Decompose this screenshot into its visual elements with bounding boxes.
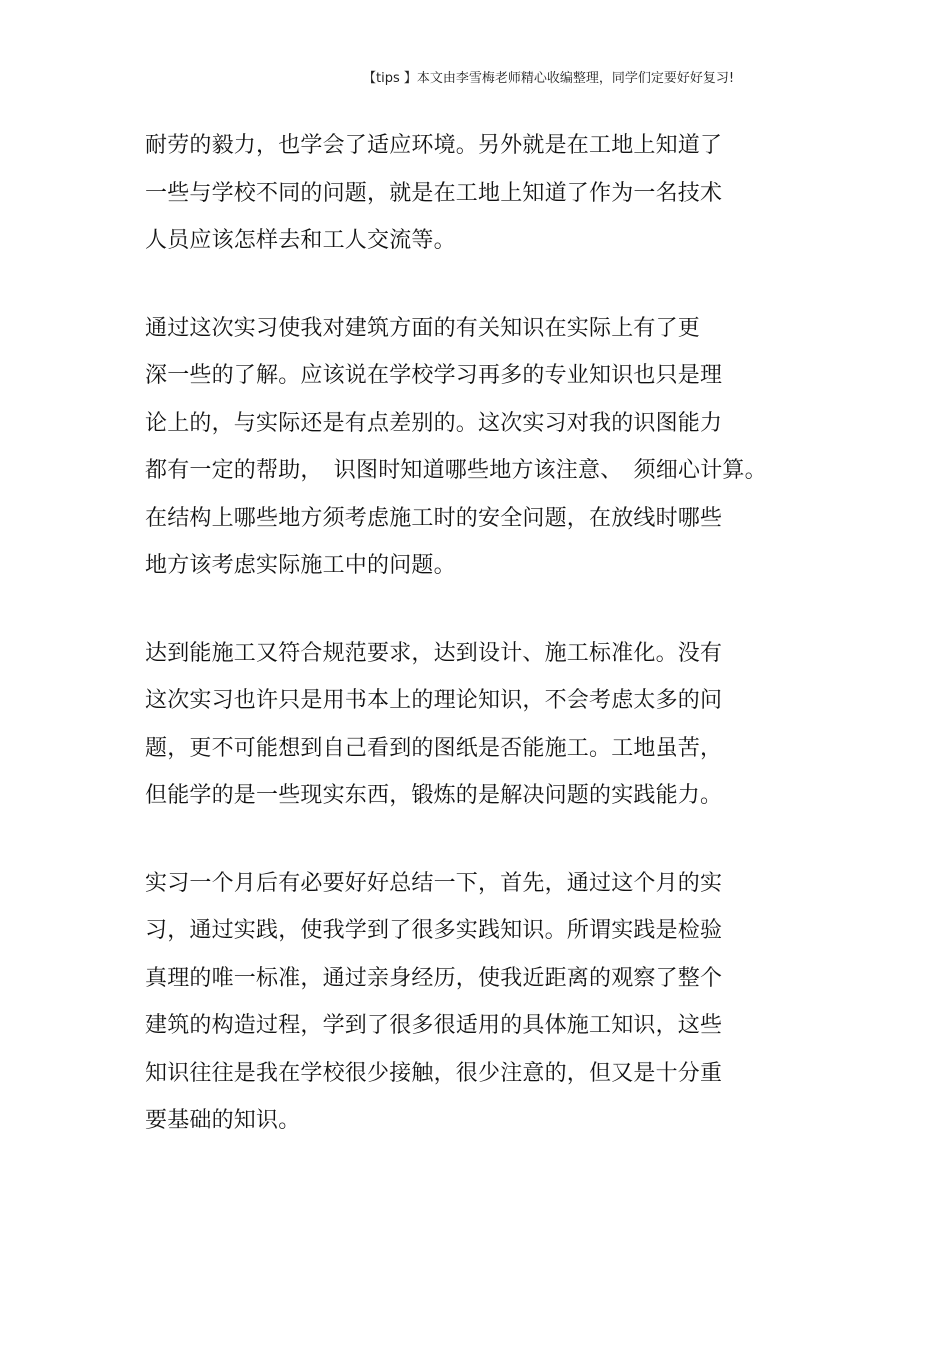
paragraph-3 — [145, 630, 825, 820]
text-line: 地方该考虑实际施工中的问题。 — [145, 553, 456, 578]
text-line: 都有一定的帮助， 识图时知道哪些地方该注意、 须细心计算。 — [145, 458, 767, 483]
text-line: 人员应该怎样去和工人交流等。 — [145, 228, 456, 253]
text-line: 习，通过实践，使我学到了很多实践知识。所谓实践是检验 — [145, 918, 723, 943]
text-line: 但能学的是一些现实东西，锻炼的是解决问题的实践能力。 — [145, 783, 723, 808]
text-line: 真理的唯一标准，通过亲身经历，使我近距离的观察了整个 — [145, 965, 723, 991]
text-line: 耐劳的毅力，也学会了适应环境。另外就是在工地上知道了 — [145, 133, 723, 158]
text-line: 题，更不可能想到自己看到的图纸是否能施工。工地虽苦， — [145, 735, 723, 761]
text-line: 在结构上哪些地方须考虑施工时的安全问题，在放线时哪些 — [145, 505, 723, 531]
paragraph-1 — [145, 122, 825, 265]
text-line: 达到能施工又符合规范要求，达到设计、施工标准化。没有 — [145, 640, 723, 666]
text-line: 深一些的了解。应该说在学校学习再多的专业知识也只是理 — [145, 363, 723, 388]
text-line: 建筑的构造过程，学到了很多很适用的具体施工知识，这些 — [145, 1013, 723, 1038]
paragraph-4 — [145, 860, 825, 1145]
header-tip: 【tips 】本文由李雪梅老师精心收编整理，同学们定要好好复习! — [363, 71, 735, 86]
text-line: 实习一个月后有必要好好总结一下，首先，通过这个月的实 — [145, 870, 723, 896]
text-line: 知识往往是我在学校很少接触，很少注意的，但又是十分重 — [145, 1060, 723, 1086]
document-body — [145, 122, 825, 1185]
text-line: 一些与学校不同的问题，就是在工地上知道了作为一名技术 — [145, 180, 723, 206]
text-line: 论上的，与实际还是有点差别的。这次实习对我的识图能力 — [145, 410, 723, 436]
text-line: 要基础的知识。 — [145, 1108, 301, 1133]
text-line: 这次实习也许只是用书本上的理论知识，不会考虑太多的问 — [145, 688, 723, 713]
paragraph-2 — [145, 305, 825, 590]
text-line: 通过这次实习使我对建筑方面的有关知识在实际上有了更 — [145, 315, 701, 341]
